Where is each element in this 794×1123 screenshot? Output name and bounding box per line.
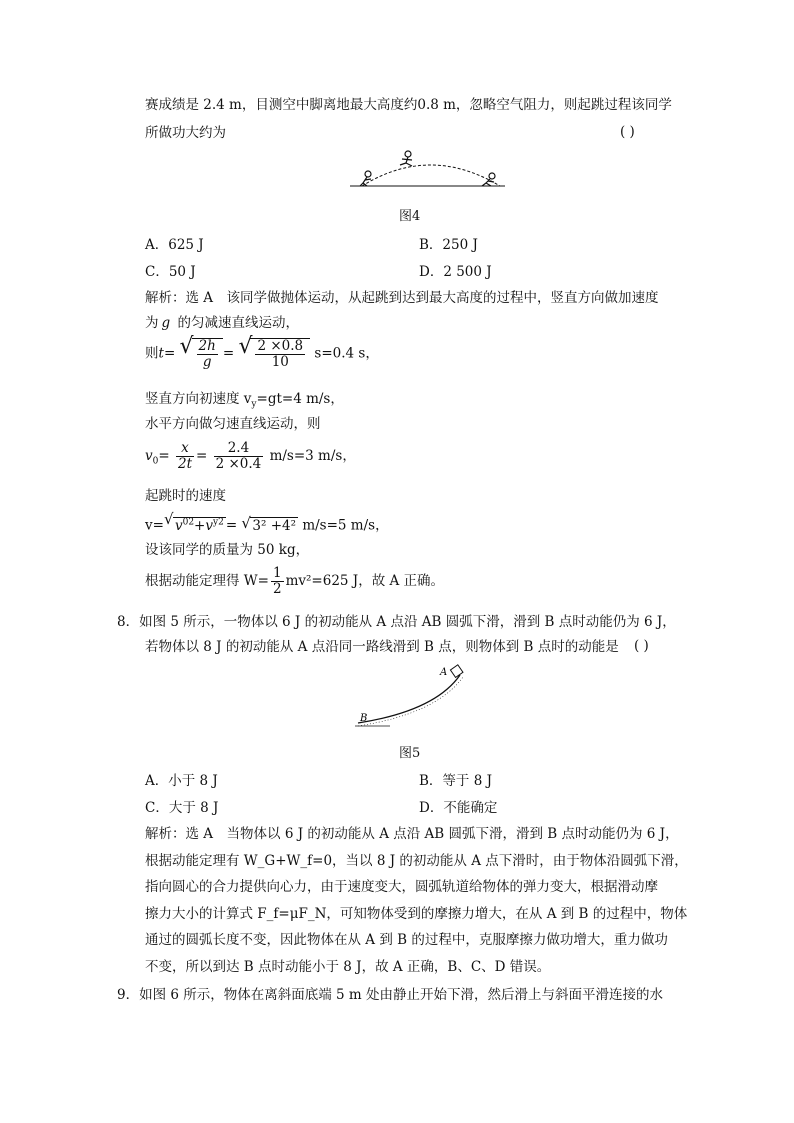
- q7-option-d: D．2 500 J: [419, 264, 492, 280]
- point-a-label: A: [440, 667, 448, 678]
- q7-analysis-line-5: 水平方向做匀速直线运动，则: [145, 416, 321, 432]
- q8-option-b: B．等于 8 J: [419, 773, 493, 789]
- q7-formula-time: 则t= √ $\frac{2h}{g}$ = √ $\frac{2 \times 0.8}{10}$ s=0.4 s，: [145, 334, 379, 370]
- q7-option-c: C．50 J: [145, 264, 196, 280]
- q7-text-line-2: 所做功大约为: [145, 125, 226, 141]
- q8-option-c: C．大于 8 J: [145, 800, 219, 816]
- figure-5-arc-diagram: [350, 663, 480, 733]
- q7-formula-work: 根据动能定理得 W= $\frac{1}{2}$ mv²=625 J，故 A 正确。: [145, 565, 445, 597]
- sqrt-numeric-time: √ $\frac{2 \times 0.8}{10}$: [238, 338, 310, 370]
- jumper-start-figure: [360, 171, 371, 186]
- figure-5-caption: 图5: [399, 746, 421, 761]
- q8-text-line-2: 若物体以 8 J 的初动能从 A 点沿同一路线滑到 B 点，则物体到 B 点时的动能是: [145, 639, 619, 655]
- q8-option-a: A．小于 8 J: [145, 773, 218, 789]
- q8-text-line-1: 8．如图 5 所示，一物体以 6 J 的初动能从 A 点沿 AB 圆弧下滑，滑到 B 点时动能仍为 6 J，: [117, 614, 676, 630]
- q7-analysis-line-9: 设该同学的质量为 50 kg，: [145, 542, 310, 558]
- jumper-mid-figure: [400, 151, 412, 166]
- q7-formula-v: v= √ $v^{02}+v^{y2}$ = √ 3² +4² m/s=5 m/s，: [145, 510, 389, 534]
- q9-text-line-1: 9．如图 6 所示，物体在离斜面底端 5 m 处由静止开始下滑，然后滑上与斜面平滑连接的水: [117, 987, 664, 1003]
- q8-analysis-line-2: 根据动能定理有 W_G+W_f=0，当以 8 J 的初动能从 A 点下滑时，由于物体沿圆弧下滑，: [145, 853, 688, 869]
- sqrt-2h-over-g: √ $\frac{2h}{g}$: [180, 338, 223, 370]
- q8-analysis-line-4: 擦力大小的计算式 F_f=μF_N，可知物体受到的摩擦力增大，在从 A 到 B 的过程中，物体: [145, 906, 688, 922]
- q7-analysis-line-1: 解析：选 A 该同学做抛体运动，从起跳到达到最大高度的过程中，竖直方向做加速度: [145, 290, 659, 306]
- q7-analysis-line-2: 为 g 的匀减速直线运动，: [145, 315, 299, 331]
- q7-analysis-line-4: 竖直方向初速度 $v_y=gt=4$ m/s，: [145, 391, 344, 410]
- answer-bracket-q8: ( ): [634, 638, 649, 654]
- figure-4-jump-diagram: [350, 146, 510, 196]
- block-at-a: [450, 665, 463, 678]
- q8-analysis-line-5: 通过的圆弧长度不变，因此物体在从 A 到 B 的过程中，克服摩擦力做功增大，重力做功: [145, 932, 668, 948]
- q7-formula-v0: $v_0=$ $\frac{x}{2t}$ = $\frac{2.4}{2 \times 0.4}$ m/s=3 m/s，: [145, 440, 356, 472]
- q8-analysis-line-6: 不变，所以到达 B 点时动能小于 8 J，故 A 正确，B、C、D 错误。: [145, 959, 551, 975]
- point-b-label: B: [360, 713, 368, 724]
- q7-option-b: B．250 J: [419, 237, 478, 253]
- figure-4-caption: 图4: [399, 209, 421, 224]
- q8-option-d: D．不能确定: [419, 800, 498, 816]
- q7-text-line-1: 赛成绩是 2.4 m，目测空中脚离地最大高度约0.8 m，忽略空气阻力，则起跳过程该同学: [145, 97, 672, 113]
- q7-analysis-line-7: 起跳时的速度: [145, 488, 226, 504]
- q8-analysis-line-3: 指向圆心的合力提供向心力，由于速度变大，圆弧轨道给物体的弹力变大，根据滑动摩: [145, 879, 658, 895]
- answer-bracket: ( ): [620, 124, 635, 140]
- q7-option-a: A．625 J: [145, 237, 204, 253]
- q8-analysis-line-1: 解析：选 A 当物体以 6 J 的初动能从 A 点沿 AB 圆弧下滑，滑到 B 点时动能仍为 6 J，: [145, 826, 679, 842]
